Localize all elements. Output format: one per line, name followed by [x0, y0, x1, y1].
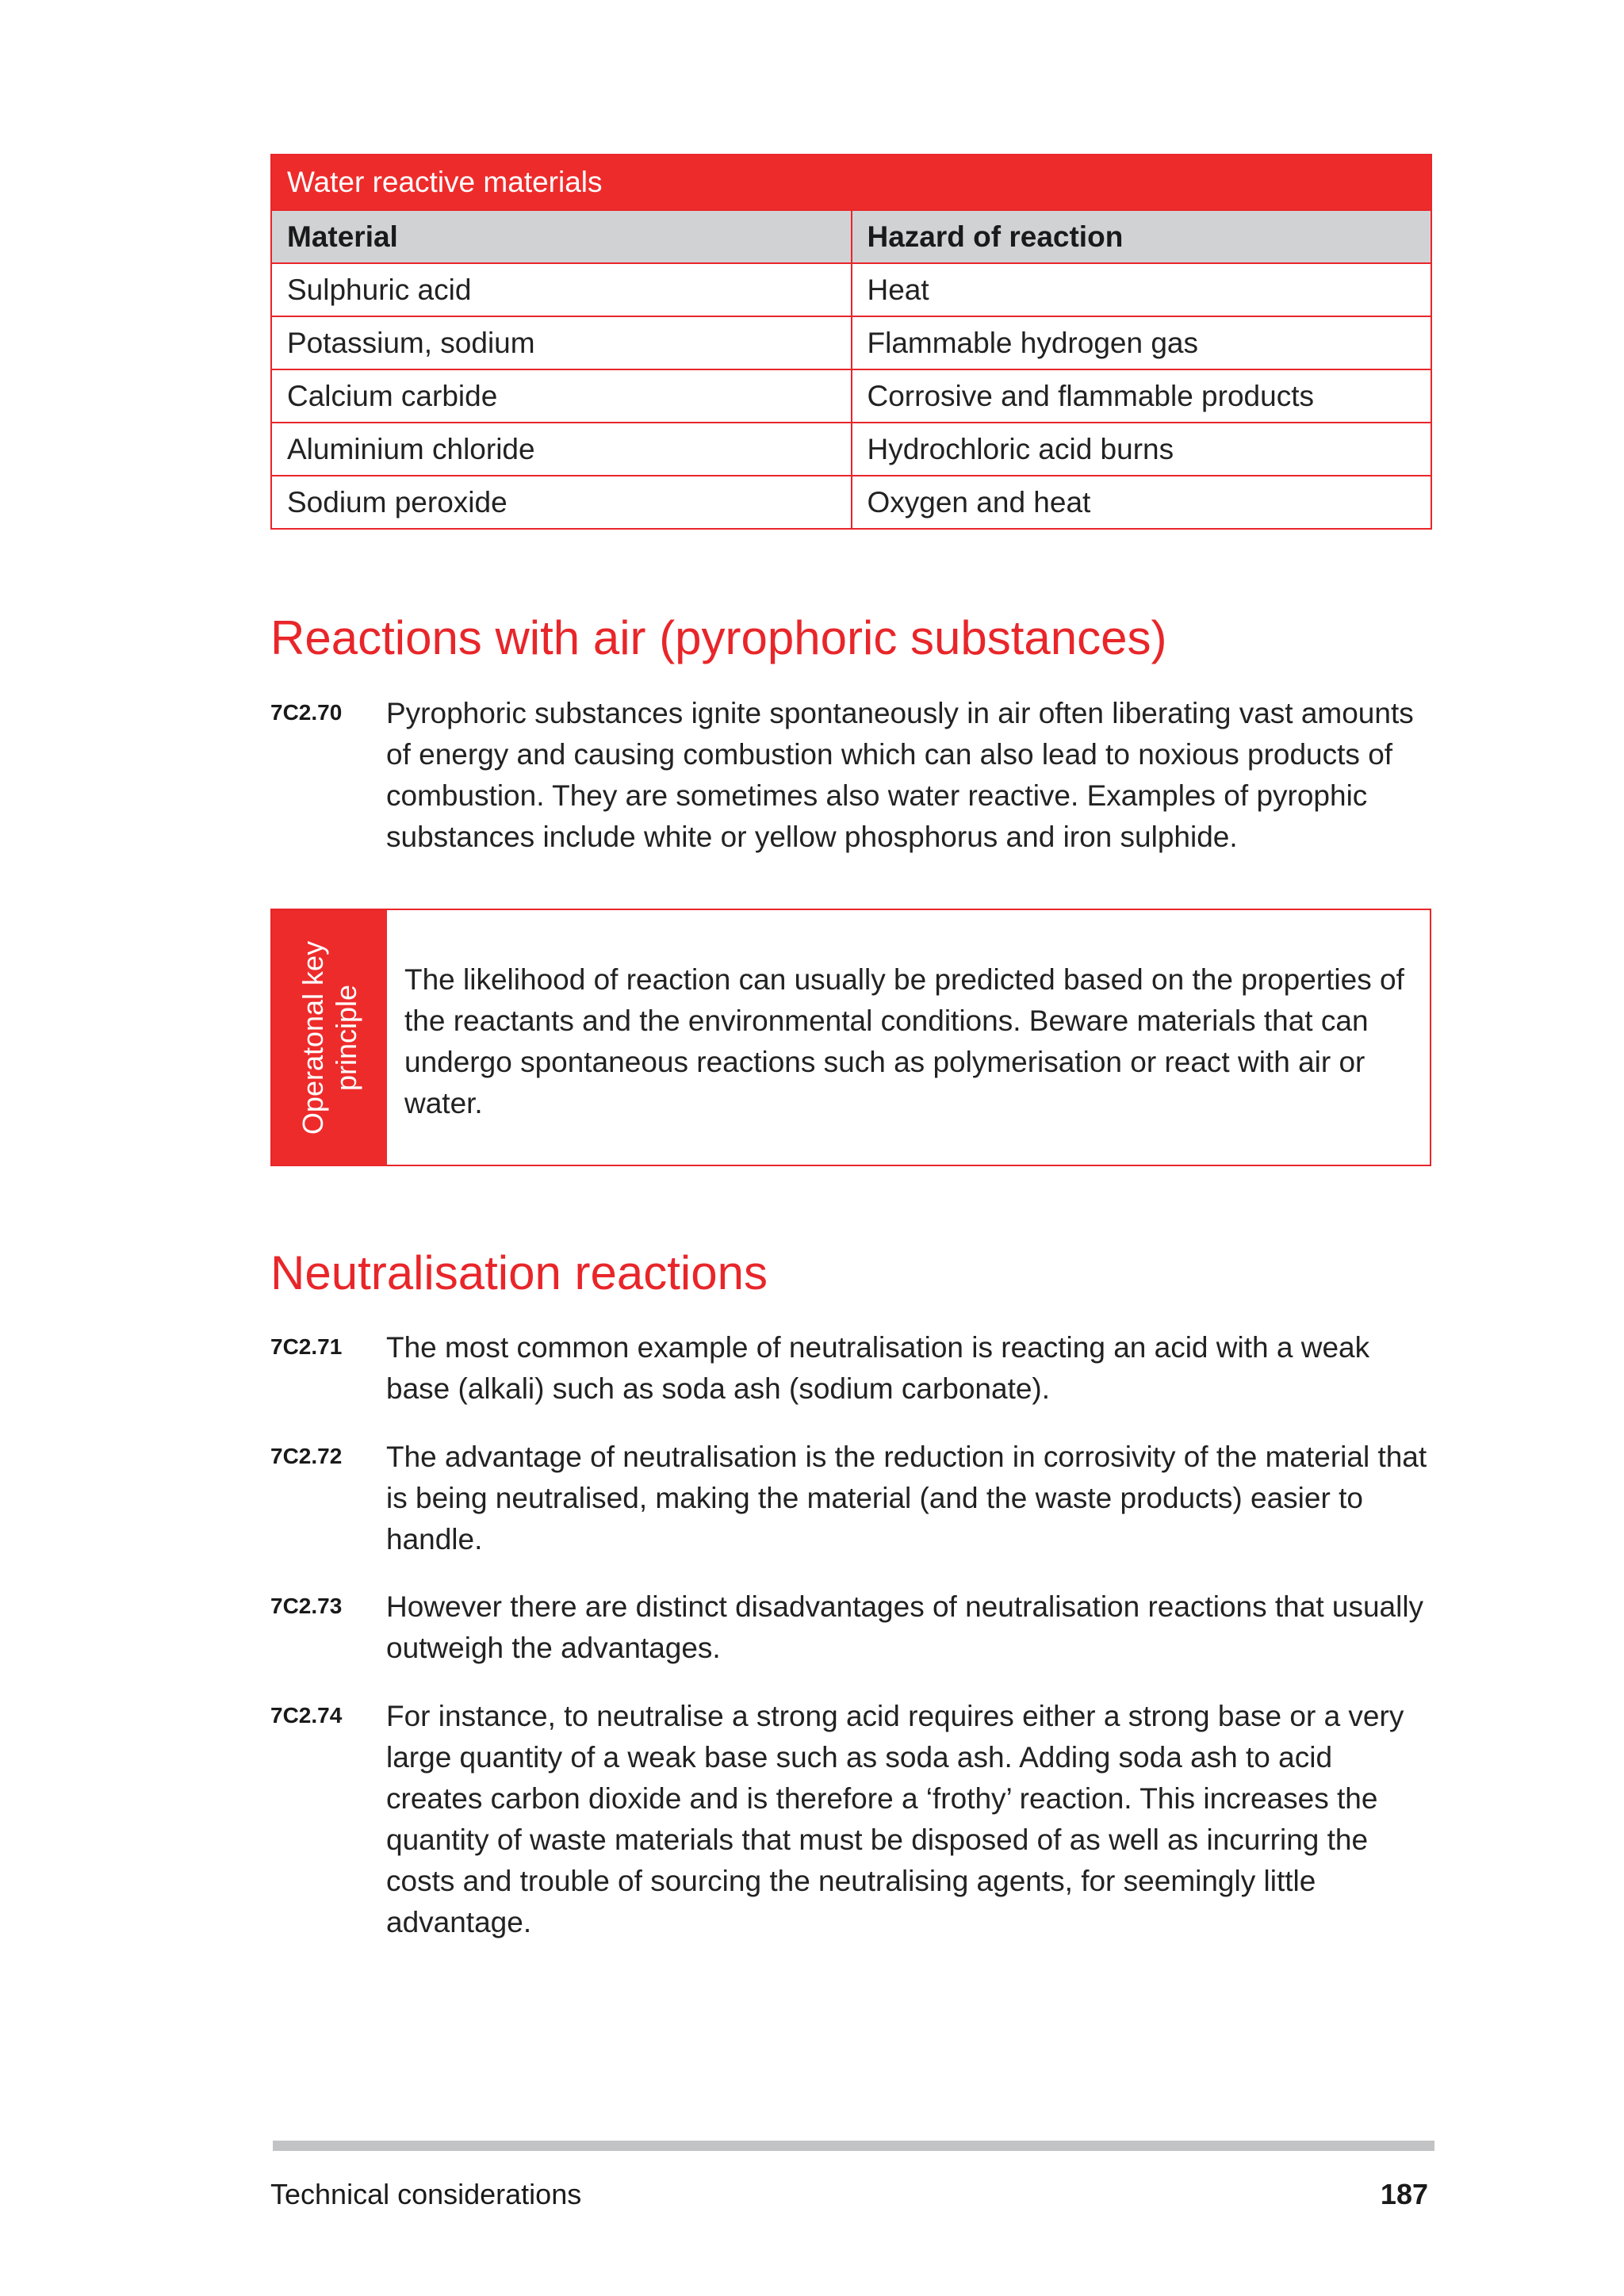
heading-neutralisation-reactions: Neutralisation reactions	[270, 1246, 768, 1299]
table-cell-hazard: Corrosive and flammable products	[852, 369, 1432, 423]
table-row	[271, 369, 1431, 423]
page-number: 187	[1380, 2178, 1428, 2210]
paragraph-text: Pyrophoric substances ignite spontaneously in air often liberating vast amounts of energy and causing combustion which can also lead to noxious products of combustion. They are sometimes also water reactive. Examples of pyrophic substances include white or yellow phosphorus and iron sulphide.	[386, 697, 1414, 853]
table-cell-material: Sodium peroxide	[271, 476, 852, 529]
table-row	[271, 423, 1431, 476]
numbered-paragraph	[270, 1696, 1436, 1943]
paragraph-text: However there are distinct disadvantages of neutralisation reactions that usually outweigh the advantages.	[386, 1590, 1424, 1664]
column-header-hazard: Hazard of reaction	[852, 210, 1432, 263]
paragraph-text: The advantage of neutralisation is the reduction in corrosivity of the material that is being neutralised, making the material (and the waste products) easier to handle.	[386, 1441, 1427, 1556]
paragraph-text: For instance, to neutralise a strong acid requires either a strong base or a very large quantity of a weak base such as soda ash. Adding soda ash to acid creates carbon dioxide and is therefore a ‘frothy’ reaction. This increases the quantity of waste materials that must be disposed of as well as incurring the costs and trouble of sourcing the neutralising agents, for seemingly little advantage.	[386, 1700, 1404, 1938]
table-cell-material: Calcium carbide	[271, 369, 852, 423]
numbered-paragraph	[270, 1327, 1436, 1410]
paragraph-number: 7C2.73	[270, 1594, 343, 1618]
key-principle-label	[297, 940, 363, 1134]
table-cell-material: Aluminium chloride	[271, 423, 852, 476]
key-principle-label-line2: principle	[329, 984, 362, 1091]
table-cell-hazard: Flammable hydrogen gas	[852, 316, 1432, 369]
paragraph-number: 7C2.70	[270, 700, 343, 725]
table-cell-hazard: Heat	[852, 263, 1432, 316]
table-cell-material: Sulphuric acid	[271, 263, 852, 316]
table-row	[271, 316, 1431, 369]
key-principle-box	[270, 909, 1431, 1166]
numbered-paragraph	[270, 1437, 1436, 1560]
paragraph-number: 7C2.71	[270, 1334, 343, 1359]
key-principle-text: The likelihood of reaction can usually be predicted based on the properties of the reactants and the environmental conditions. Beware materials that can undergo spontaneous reactions such as polymerisation or react with air or water.	[404, 963, 1404, 1119]
table-row	[271, 476, 1431, 529]
numbered-paragraph	[270, 693, 1436, 858]
table-cell-material: Potassium, sodium	[271, 316, 852, 369]
table-caption: Water reactive materials	[271, 155, 1431, 210]
footer-section-title: Technical considerations	[270, 2178, 582, 2210]
numbered-paragraph	[270, 1586, 1436, 1669]
footer-divider	[273, 2141, 1434, 2151]
key-principle-label-line1: Operatonal key	[296, 940, 329, 1135]
table-caption-row	[271, 155, 1431, 210]
column-header-material: Material	[271, 210, 852, 263]
paragraph-text: The most common example of neutralisation is reacting an acid with a weak base (alkali) such as soda ash (sodium carbonate).	[386, 1331, 1370, 1405]
table-header-row	[271, 210, 1431, 263]
water-reactive-materials-table	[270, 154, 1432, 530]
table-row	[271, 263, 1431, 316]
key-principle-side-tab	[272, 910, 387, 1165]
paragraph-number: 7C2.74	[270, 1703, 343, 1728]
table-cell-hazard: Oxygen and heat	[852, 476, 1432, 529]
heading-reactions-with-air: Reactions with air (pyrophoric substances)	[270, 611, 1167, 664]
water-reactive-table-wrapper	[270, 154, 1432, 530]
table-cell-hazard: Hydrochloric acid burns	[852, 423, 1432, 476]
paragraph-number: 7C2.72	[270, 1444, 343, 1468]
